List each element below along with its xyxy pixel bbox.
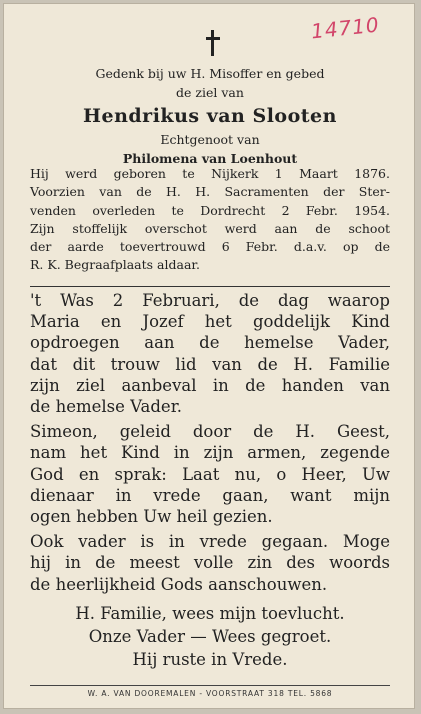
printer-divider <box>30 685 390 686</box>
text-line: zijn ziel aanbeval in de handen van <box>30 375 390 395</box>
closing-prayers <box>4 602 416 671</box>
prayer-line-1: Gedenk bij uw H. Misoffer en gebed <box>95 66 325 81</box>
cross-icon <box>206 30 220 56</box>
text-line: dienaar in vrede gaan, want mijn <box>30 485 390 505</box>
closing-line: Hij ruste in Vrede. <box>132 650 288 669</box>
text-line: God en sprak: Laat nu, o Heer, Uw <box>30 464 390 484</box>
text-line: nam het Kind in zijn armen, zegende <box>30 443 390 463</box>
biography <box>30 165 390 275</box>
text-line: opdroegen aan de hemelse Vader, <box>30 333 390 353</box>
spouse-intro: Echtgenoot van <box>160 132 260 147</box>
text-line: hij in de meest volle zin des woords <box>30 553 390 573</box>
text-line: de heerlijkheid Gods aanschouwen. <box>30 574 328 594</box>
bio-line: Voorzien van de H. H. Sacramenten der Ster- <box>30 184 390 200</box>
handwritten-number: 14710 <box>310 12 382 44</box>
text-line: ogen hebben Uw heil gezien. <box>30 507 273 527</box>
deceased-name: Hendrikus van Slooten <box>83 105 337 127</box>
text-line: dat dit trouw lid van de H. Familie <box>30 354 390 374</box>
bio-line: Hij werd geboren te Nijkerk 1 Maart 1876. <box>30 166 390 181</box>
divider <box>30 286 390 287</box>
printer-imprint: W. A. VAN DOOREMALEN - VOORSTRAAT 318 TEL. 5868 <box>87 689 333 698</box>
meditation-text <box>30 290 390 595</box>
header <box>4 64 416 168</box>
text-line: Maria en Jozef het goddelijk Kind <box>30 312 390 332</box>
closing-line: Onze Vader — Wees gegroet. <box>88 627 332 646</box>
bio-line: der aarde toevertrouwd 6 Febr. d.a.v. op de <box>30 239 390 255</box>
prayer-line-2: de ziel van <box>176 85 244 100</box>
memorial-card <box>3 3 415 709</box>
text-line: Simeon, geleid door de H. Geest, <box>30 422 390 442</box>
spouse-name: Philomena van Loenhout <box>122 151 298 166</box>
bio-line: Zijn stoffelijk overschot werd aan de schoot <box>30 220 390 236</box>
text-line: 't Was 2 Februari, de dag waarop <box>30 291 390 310</box>
closing-line: H. Familie, wees mijn toevlucht. <box>75 604 345 623</box>
bio-line: R. K. Begraafplaats aldaar. <box>30 257 200 273</box>
text-line: Ook vader is in vrede gegaan. Moge <box>30 532 390 552</box>
bio-line: venden overleden te Dordrecht 2 Febr. 1954. <box>30 202 390 218</box>
text-line: de hemelse Vader. <box>30 397 183 417</box>
